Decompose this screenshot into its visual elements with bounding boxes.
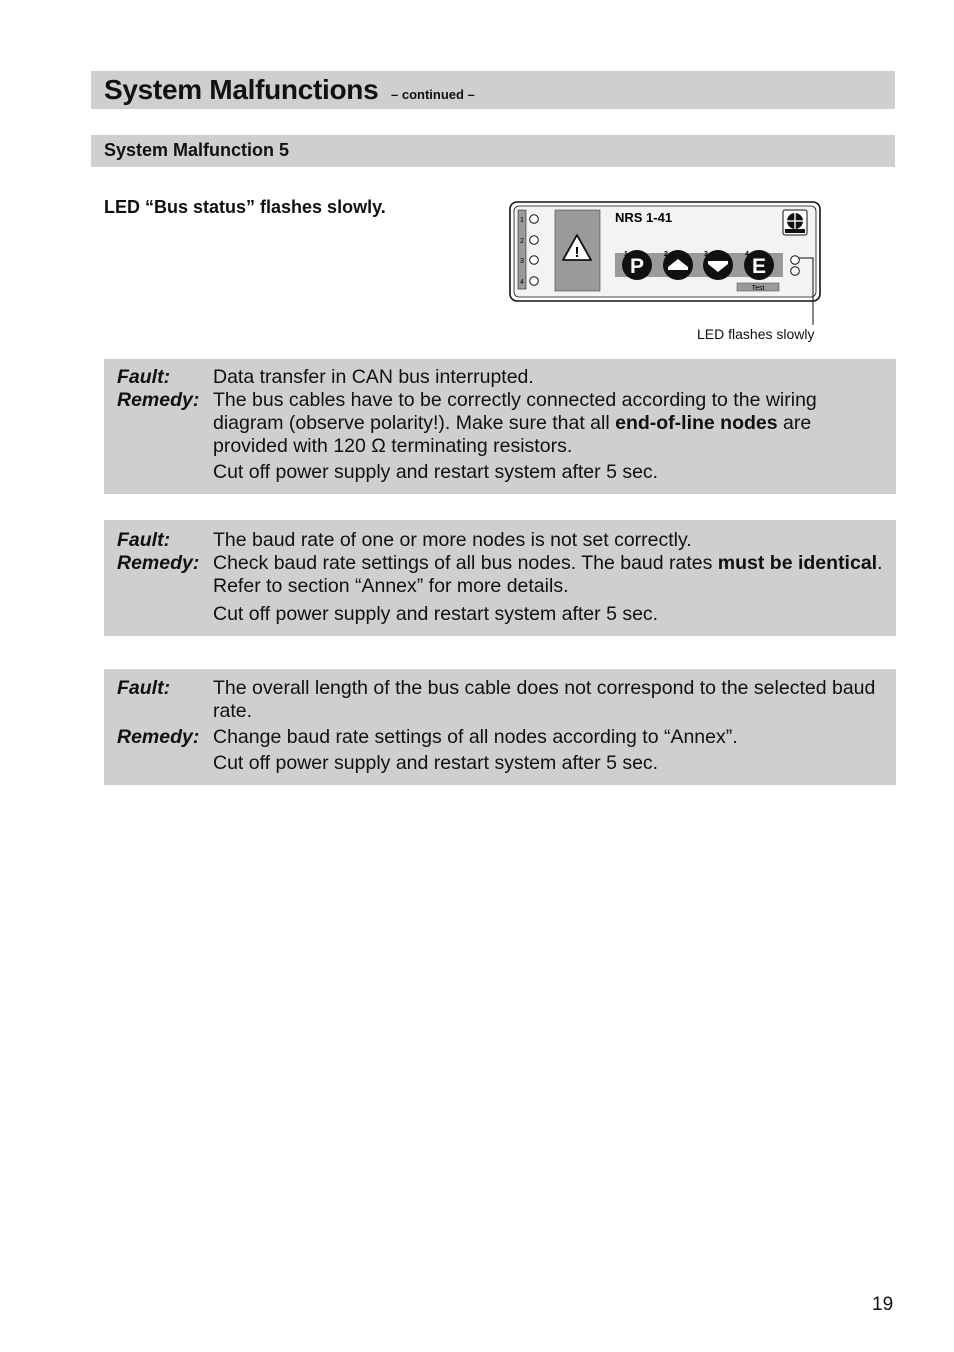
- remedy-label: Remedy:: [117, 552, 200, 574]
- section-title: System Malfunction 5: [104, 140, 290, 160]
- fault-box-2: [104, 520, 896, 636]
- remedy-label: Remedy:: [117, 389, 200, 411]
- test-label: Test: [751, 285, 765, 292]
- svg-text:1: 1: [520, 217, 524, 224]
- restart-note: Cut off power supply and restart system after 5 sec.: [213, 461, 659, 483]
- button-up: [663, 250, 693, 280]
- restart-note: Cut off power supply and restart system after 5 sec.: [213, 752, 659, 774]
- fault-box-3: [104, 669, 896, 785]
- page-title: System Malfunctions: [104, 74, 379, 105]
- svg-text:2: 2: [520, 238, 524, 245]
- restart-note: Cut off power supply and restart system after 5 sec.: [213, 603, 659, 625]
- led-heading: LED “Bus status” flashes slowly.: [104, 197, 386, 217]
- svg-text:P: P: [629, 255, 645, 278]
- remedy-label: Remedy:: [117, 726, 200, 748]
- brand-logo-icon: [783, 210, 807, 235]
- led-caption: LED flashes slowly: [697, 326, 815, 342]
- svg-text:2: 2: [664, 251, 668, 258]
- svg-text:!: !: [574, 244, 580, 261]
- svg-text:1: 1: [624, 251, 628, 258]
- continued-label: – continued –: [391, 87, 475, 102]
- button-p: [622, 250, 652, 280]
- button-down: [703, 250, 733, 280]
- button-e: [744, 250, 774, 280]
- remedy-text: The bus cables have to be correctly connected according to the wiring diagram (observe polarity!). Make sure that all end-of-line nodes are provided with 120 Ω terminating resistors.: [213, 389, 817, 457]
- title-bar: [91, 71, 895, 109]
- svg-text:4: 4: [745, 251, 749, 258]
- device-model-label: NRS 1-41: [615, 210, 673, 225]
- fault-box-1: [104, 359, 896, 494]
- fault-label: Fault:: [117, 529, 171, 551]
- svg-text:4: 4: [520, 279, 524, 286]
- fault-label: Fault:: [117, 677, 171, 699]
- svg-text:3: 3: [520, 258, 524, 265]
- fault-label: Fault:: [117, 366, 171, 388]
- fault-text: The overall length of the bus cable does not correspond to the selected baud rate.: [213, 677, 876, 722]
- fault-text: The baud rate of one or more nodes is not set correctly.: [213, 529, 692, 551]
- page-number: 19: [872, 1294, 894, 1315]
- fault-text: Data transfer in CAN bus interrupted.: [213, 366, 534, 388]
- section-bar: [91, 135, 895, 167]
- svg-text:3: 3: [704, 251, 708, 258]
- remedy-text: Change baud rate settings of all nodes according to “Annex”.: [213, 726, 738, 748]
- svg-text:E: E: [751, 255, 767, 278]
- remedy-text: Check baud rate settings of all bus nodes. The baud rates must be identical. Refer to section “Annex” for more details.: [213, 552, 883, 597]
